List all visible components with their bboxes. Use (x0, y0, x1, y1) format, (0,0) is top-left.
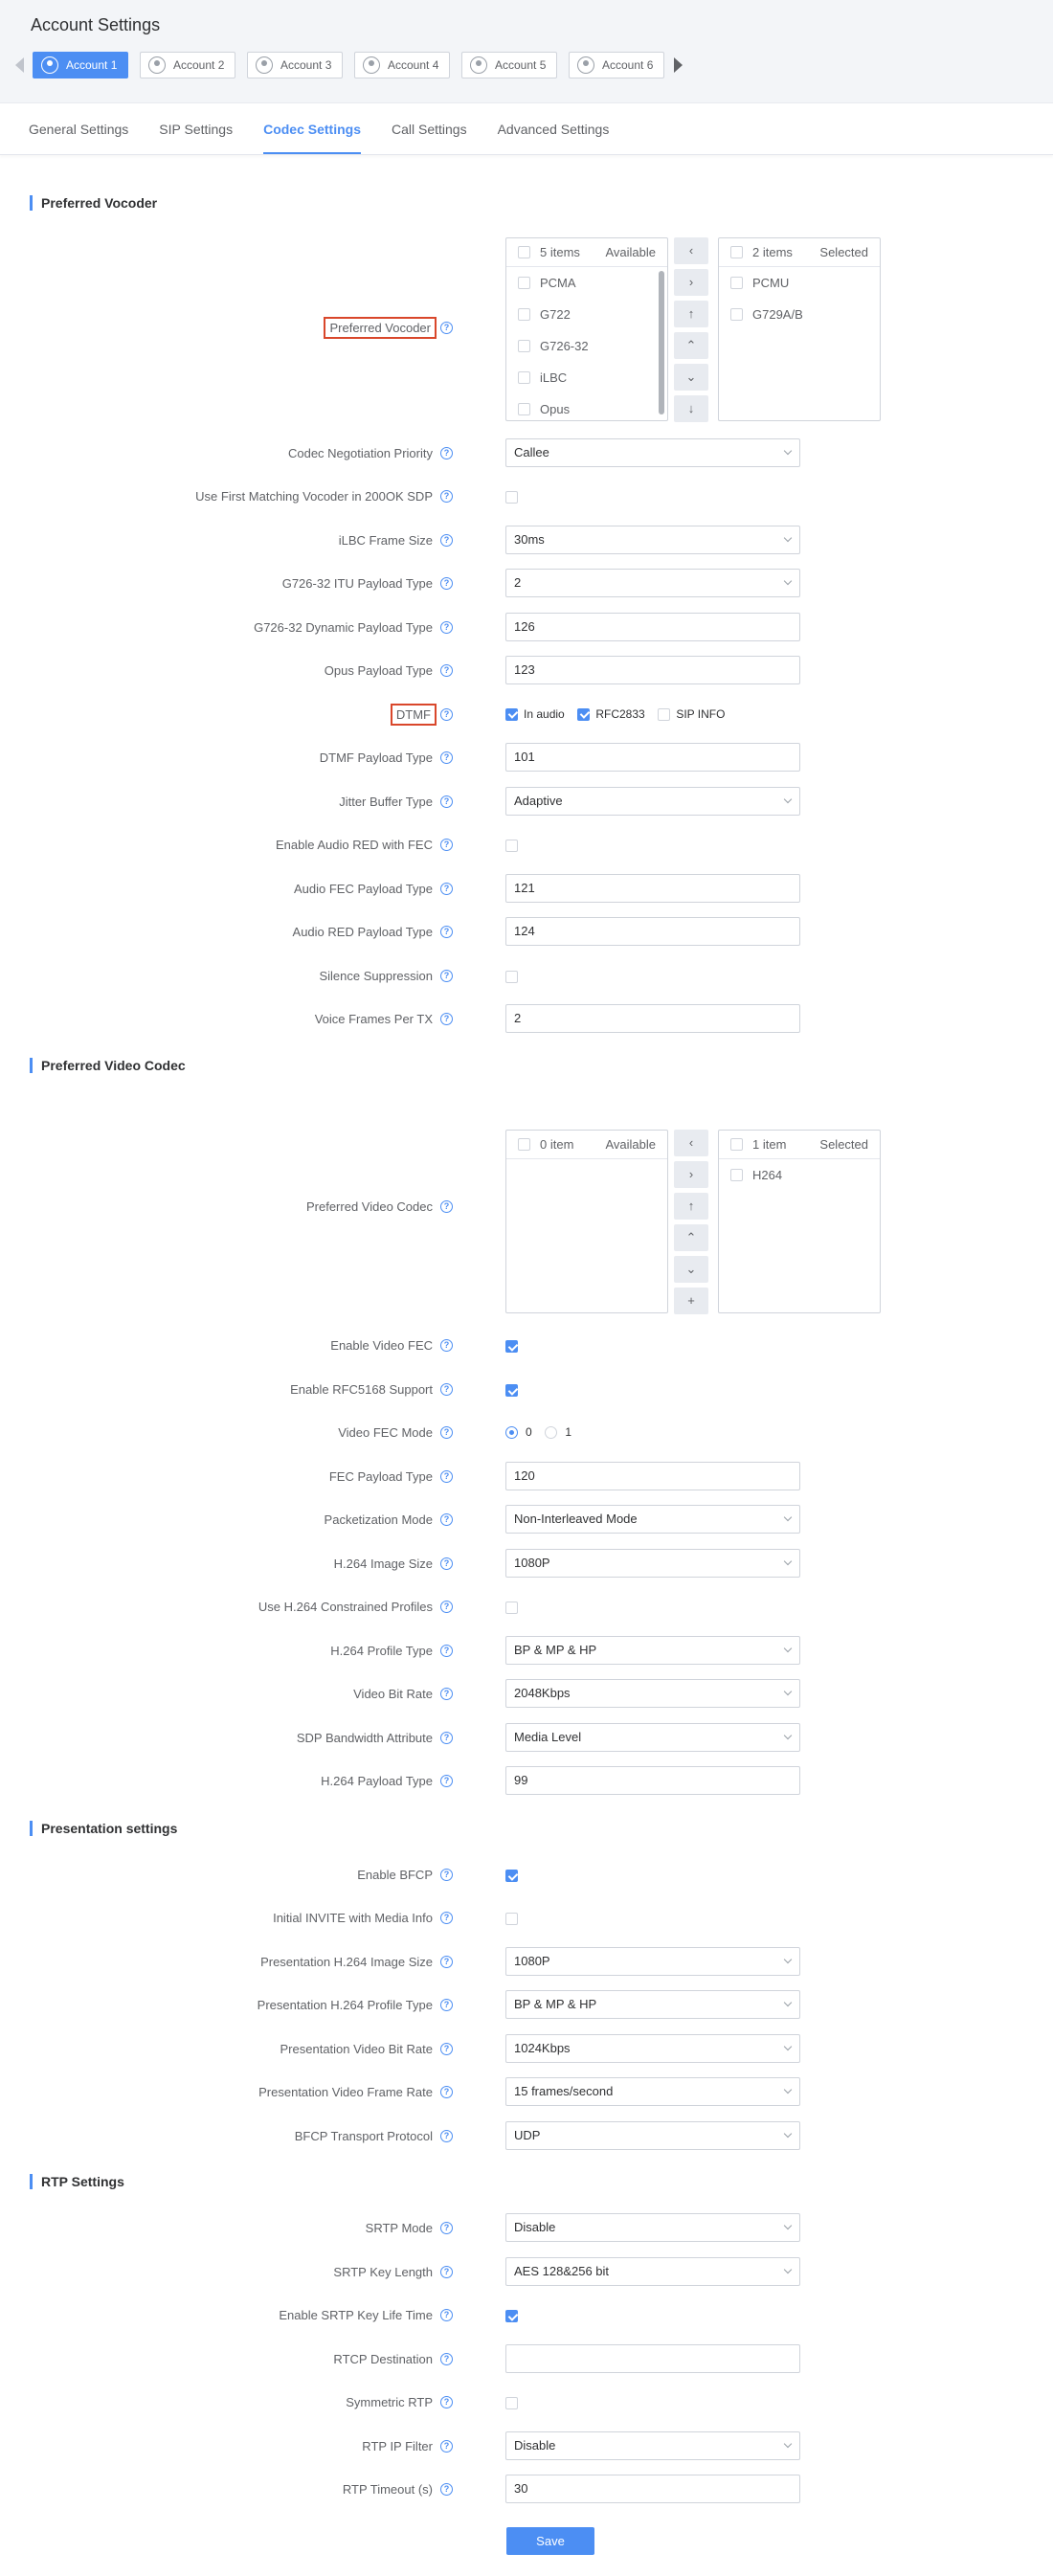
help-icon[interactable]: ? (440, 839, 453, 851)
help-icon[interactable]: ? (440, 1869, 453, 1881)
field-label: Audio RED Payload Type (292, 925, 433, 939)
codec-negotiation-select[interactable]: Callee (505, 438, 800, 467)
field-label: RTCP Destination (333, 2352, 433, 2366)
account-icon (148, 56, 166, 74)
list-item[interactable]: PCMA (506, 267, 667, 299)
list-item[interactable]: G726-32 (506, 330, 667, 362)
account-icon (577, 56, 594, 74)
help-icon[interactable]: ? (440, 1732, 453, 1744)
help-icon[interactable]: ? (440, 970, 453, 982)
section-title-presentation: Presentation settings (30, 1821, 177, 1836)
field-label: Silence Suppression (319, 969, 433, 983)
item-checkbox[interactable] (518, 277, 530, 289)
account-tab-6[interactable]: Account 6 (569, 52, 664, 78)
srtp-key-row (0, 2257, 1053, 2288)
h264-payload-input[interactable]: 99 (505, 1766, 800, 1795)
item-checkbox[interactable] (730, 1169, 743, 1181)
h264-constrained-row (0, 1592, 1053, 1623)
field-label: FEC Payload Type (328, 1469, 433, 1484)
help-icon[interactable]: ? (440, 577, 453, 590)
item-checkbox[interactable] (730, 308, 743, 321)
help-icon[interactable]: ? (440, 795, 453, 808)
field-label: Presentation Video Bit Rate (280, 2042, 433, 2056)
pres-bitrate-select[interactable]: 1024Kbps (505, 2034, 800, 2063)
dtmf-sip-info-option[interactable]: SIP INFO (658, 707, 725, 721)
help-icon[interactable]: ? (440, 1470, 453, 1483)
bfcp-transport-select[interactable]: UDP (505, 2121, 800, 2150)
rtp-ip-filter-select[interactable]: Disable (505, 2431, 800, 2460)
help-icon[interactable]: ? (440, 926, 453, 938)
help-icon[interactable]: ? (440, 1383, 453, 1396)
help-icon[interactable]: ? (440, 1200, 453, 1213)
h264-size-select[interactable]: 1080P (505, 1549, 800, 1578)
field-label: SRTP Mode (365, 2221, 433, 2235)
voice-frames-input[interactable]: 2 (505, 1004, 800, 1033)
h264-size-row (0, 1549, 1053, 1579)
field-label: Audio FEC Payload Type (293, 882, 433, 896)
dtmf-in-audio-option[interactable]: In audio (505, 707, 565, 721)
rfc5168-row (0, 1375, 1053, 1405)
pres-h264-size-row (0, 1947, 1053, 1978)
fec-mode-0-option[interactable]: 0 (505, 1425, 532, 1439)
help-icon[interactable]: ? (440, 490, 453, 503)
sdp-bandwidth-select[interactable]: Media Level (505, 1723, 800, 1752)
section-title-rtp: RTP Settings (30, 2174, 124, 2189)
dtmf-sip-info-checkbox[interactable] (658, 708, 670, 721)
h264-profile-select[interactable]: BP & MP & HP (505, 1636, 800, 1665)
field-label: Video FEC Mode (338, 1425, 433, 1440)
g726-dynamic-row (0, 613, 1053, 643)
rtcp-dest-row (0, 2344, 1053, 2375)
help-icon[interactable]: ? (440, 664, 453, 677)
list-item[interactable]: G722 (506, 299, 667, 330)
pres-h264-profile-row (0, 1990, 1053, 2021)
srtp-mode-row (0, 2213, 1053, 2244)
h264-constrained-checkbox[interactable] (505, 1602, 518, 1614)
audio-fec-payload-row (0, 874, 1053, 905)
tab-advanced-settings[interactable]: Advanced Settings (497, 122, 610, 137)
srtp-key-select[interactable]: AES 128&256 bit (505, 2257, 800, 2286)
prev-account-arrow-icon[interactable] (11, 54, 27, 77)
move-top-button[interactable]: ↑ (674, 1193, 708, 1220)
item-checkbox[interactable] (518, 403, 530, 415)
account-switcher (11, 51, 1022, 79)
field-label: Presentation H.264 Profile Type (257, 1998, 433, 2012)
field-label: RTP IP Filter (362, 2439, 433, 2453)
field-label (394, 700, 433, 730)
account-icon (470, 56, 487, 74)
move-right-button[interactable]: › (674, 1161, 708, 1188)
field-label: iLBC Frame Size (338, 533, 433, 548)
item-checkbox[interactable] (518, 340, 530, 352)
dtmf-row (0, 700, 1053, 730)
video-transfer-buttons (674, 1130, 708, 1319)
h264-payload-row (0, 1766, 1053, 1797)
symmetric-rtp-checkbox[interactable] (505, 2397, 518, 2409)
voice-frames-row (0, 1004, 1053, 1035)
page-title: Account Settings (31, 15, 161, 34)
packetization-row (0, 1505, 1053, 1535)
video-available-list (505, 1130, 668, 1313)
field-label: Enable RFC5168 Support (290, 1382, 433, 1397)
account-tab-1[interactable]: Account 1 (33, 52, 128, 78)
srtp-lifetime-checkbox[interactable] (505, 2310, 518, 2322)
select-all-checkbox[interactable] (518, 1138, 530, 1151)
fec-payload-row (0, 1462, 1053, 1492)
field-label: Opus Payload Type (324, 663, 433, 678)
dtmf-payload-input[interactable]: 101 (505, 743, 800, 772)
rtp-ip-filter-row (0, 2431, 1053, 2462)
account-tab-3[interactable]: Account 3 (247, 52, 343, 78)
help-icon[interactable]: ? (440, 1956, 453, 1968)
sdp-bandwidth-row (0, 1723, 1053, 1754)
field-label: H.264 Image Size (333, 1557, 433, 1571)
field-label: Voice Frames Per TX (314, 1012, 433, 1026)
initial-invite-checkbox[interactable] (505, 1913, 518, 1925)
help-icon[interactable]: ? (440, 883, 453, 895)
help-icon[interactable]: ? (440, 2086, 453, 2098)
bfcp-row (0, 1860, 1053, 1891)
tab-sip-settings[interactable]: SIP Settings (159, 122, 234, 137)
help-icon[interactable]: ? (440, 2266, 453, 2278)
packetization-select[interactable]: Non-Interleaved Mode (505, 1505, 800, 1534)
section-title-vocoder: Preferred Vocoder (30, 195, 157, 211)
help-icon[interactable]: ? (440, 2309, 453, 2321)
fec-mode-0-radio[interactable] (505, 1426, 518, 1439)
account-icon (256, 56, 273, 74)
field-label: G726-32 Dynamic Payload Type (254, 620, 433, 635)
fec-mode-1-radio[interactable] (545, 1426, 557, 1439)
help-icon[interactable]: ? (440, 1601, 453, 1613)
help-icon[interactable]: ? (440, 1339, 453, 1352)
audio-red-payload-row (0, 917, 1053, 948)
list-header: 0 item Available (506, 1131, 667, 1159)
audio-red-fec-row (0, 830, 1053, 861)
help-icon[interactable]: ? (440, 534, 453, 547)
help-icon[interactable]: ? (440, 2130, 453, 2142)
move-left-button[interactable]: ‹ (674, 1130, 708, 1156)
fec-payload-input[interactable]: 120 (505, 1462, 800, 1490)
ilbc-frame-select[interactable]: 30ms (505, 526, 800, 554)
move-up-button[interactable]: ⌃ (674, 332, 708, 359)
help-icon[interactable]: ? (440, 2353, 453, 2365)
rtcp-dest-input[interactable] (505, 2344, 800, 2373)
silence-row (0, 961, 1053, 992)
help-icon[interactable]: ? (440, 708, 453, 721)
field-label: Presentation Video Frame Rate (258, 2085, 433, 2099)
video-selected-list (718, 1130, 881, 1313)
list-header: 5 items Available (506, 238, 667, 267)
move-left-button[interactable]: ‹ (674, 237, 708, 264)
silence-checkbox[interactable] (505, 971, 518, 983)
field-label: Enable BFCP (357, 1868, 433, 1882)
field-label: G726-32 ITU Payload Type (281, 576, 433, 591)
field-label: BFCP Transport Protocol (294, 2129, 433, 2143)
video-fec-row (0, 1331, 1053, 1361)
help-icon[interactable]: ? (440, 2483, 453, 2496)
account-tab-2[interactable]: Account 2 (140, 52, 235, 78)
help-icon[interactable]: ? (440, 2440, 453, 2453)
help-icon[interactable]: ? (440, 1557, 453, 1570)
audio-fec-payload-input[interactable]: 121 (505, 874, 800, 903)
video-fec-mode-row (0, 1418, 1053, 1448)
g726-itu-select[interactable]: 2 (505, 569, 800, 597)
fec-mode-1-option[interactable]: 1 (545, 1425, 571, 1439)
field-label: Use H.264 Constrained Profiles (258, 1600, 433, 1614)
pres-framerate-row (0, 2077, 1053, 2108)
first-matching-row (0, 482, 1053, 512)
help-icon[interactable]: ? (440, 1645, 453, 1657)
srtp-lifetime-row (0, 2300, 1053, 2331)
dtmf-highlight-box: DTMF (395, 707, 431, 722)
next-account-arrow-icon[interactable] (670, 54, 685, 77)
add-button[interactable]: + (674, 1288, 708, 1314)
field-label: Use First Matching Vocoder in 200OK SDP (195, 489, 433, 504)
dtmf-in-audio-checkbox[interactable] (505, 708, 518, 721)
field-label (327, 313, 433, 344)
jitter-select[interactable]: Adaptive (505, 787, 800, 816)
help-icon[interactable]: ? (440, 447, 453, 459)
initial-invite-row (0, 1903, 1053, 1934)
help-icon[interactable]: ? (440, 621, 453, 634)
video-fec-checkbox[interactable] (505, 1340, 518, 1353)
list-item[interactable]: PCMU (719, 267, 880, 299)
opus-payload-input[interactable]: 123 (505, 656, 800, 684)
list-header: 2 items Selected (719, 238, 880, 267)
select-all-checkbox[interactable] (518, 246, 530, 258)
rtp-timeout-input[interactable]: 30 (505, 2475, 800, 2503)
vocoder-selected-list (718, 237, 881, 421)
field-label: Codec Negotiation Priority (287, 446, 433, 460)
field-label: Symmetric RTP (346, 2395, 433, 2409)
item-checkbox[interactable] (730, 277, 743, 289)
field-label: DTMF Payload Type (319, 750, 433, 765)
video-bitrate-select[interactable]: 2048Kbps (505, 1679, 800, 1708)
ilbc-frame-row (0, 526, 1053, 556)
field-label: SRTP Key Length (333, 2265, 433, 2279)
pres-h264-profile-select[interactable]: BP & MP & HP (505, 1990, 800, 2019)
field-label: Presentation H.264 Image Size (260, 1955, 433, 1969)
move-top-button[interactable]: ↑ (674, 301, 708, 327)
settings-tabs (0, 103, 1053, 155)
list-item[interactable]: iLBC (506, 362, 667, 393)
rtp-timeout-row (0, 2475, 1053, 2505)
field-label: RTP Timeout (s) (342, 2482, 433, 2497)
section-title-video: Preferred Video Codec (30, 1058, 186, 1073)
account-tab-5[interactable]: Account 5 (461, 52, 557, 78)
help-icon[interactable]: ? (440, 2396, 453, 2408)
pres-bitrate-row (0, 2034, 1053, 2065)
help-icon[interactable]: ? (440, 1426, 453, 1439)
move-down-button[interactable]: ⌄ (674, 364, 708, 391)
help-icon[interactable]: ? (440, 1013, 453, 1025)
pres-framerate-select[interactable]: 15 frames/second (505, 2077, 800, 2106)
help-icon[interactable]: ? (440, 322, 453, 334)
list-item[interactable]: H264 (719, 1159, 880, 1191)
move-right-button[interactable]: › (674, 269, 708, 296)
select-all-checkbox[interactable] (730, 1138, 743, 1151)
codec-negotiation-row (0, 438, 1053, 469)
list-item[interactable]: Opus (506, 393, 667, 425)
field-label: H.264 Payload Type (321, 1774, 433, 1788)
bfcp-checkbox[interactable] (505, 1870, 518, 1882)
help-icon[interactable]: ? (440, 2043, 453, 2055)
opus-payload-row (0, 656, 1053, 686)
list-scrollbar[interactable] (659, 271, 664, 414)
field-label: Packetization Mode (324, 1512, 433, 1527)
h264-profile-row (0, 1636, 1053, 1667)
vocoder-available-list (505, 237, 668, 421)
bfcp-transport-row (0, 2121, 1053, 2152)
field-label: Video Bit Rate (353, 1687, 433, 1701)
move-bottom-button[interactable]: ↓ (674, 395, 708, 422)
video-bitrate-row (0, 1679, 1053, 1710)
account-icon (363, 56, 380, 74)
dtmf-payload-row (0, 743, 1053, 773)
field-label: Enable Audio RED with FEC (275, 838, 433, 852)
select-all-checkbox[interactable] (730, 246, 743, 258)
list-header: 1 item Selected (719, 1131, 880, 1159)
first-matching-checkbox[interactable] (505, 491, 518, 504)
tab-codec-settings[interactable]: Codec Settings (263, 103, 361, 154)
save-button[interactable]: Save (506, 2527, 594, 2555)
header (0, 0, 1053, 103)
help-icon[interactable]: ? (440, 1688, 453, 1700)
dtmf-rfc2833-option[interactable]: RFC2833 (577, 707, 644, 721)
help-icon[interactable]: ? (440, 1513, 453, 1526)
field-label: Enable SRTP Key Life Time (279, 2308, 433, 2322)
help-icon[interactable]: ? (440, 2222, 453, 2234)
g726-dynamic-input[interactable]: 126 (505, 613, 800, 641)
tab-general-settings[interactable]: General Settings (29, 122, 129, 137)
vocoder-transfer-buttons (674, 237, 708, 427)
vocoder-highlight-box: Preferred Vocoder (329, 321, 431, 335)
account-icon (41, 56, 58, 74)
audio-red-payload-input[interactable]: 124 (505, 917, 800, 946)
srtp-mode-select[interactable]: Disable (505, 2213, 800, 2242)
item-checkbox[interactable] (518, 308, 530, 321)
rfc5168-checkbox[interactable] (505, 1384, 518, 1397)
help-icon[interactable]: ? (440, 1912, 453, 1924)
field-label: H.264 Profile Type (330, 1644, 433, 1658)
help-icon[interactable]: ? (440, 1775, 453, 1787)
field-label: Initial INVITE with Media Info (273, 1911, 433, 1925)
field-label: Enable Video FEC (330, 1338, 433, 1353)
move-down-button[interactable]: ⌄ (674, 1256, 708, 1283)
symmetric-rtp-row (0, 2387, 1053, 2418)
field-label: Preferred Video Codec (305, 1199, 433, 1214)
field-label: SDP Bandwidth Attribute (296, 1731, 433, 1745)
help-icon[interactable]: ? (440, 1999, 453, 2011)
move-up-button[interactable]: ⌃ (674, 1224, 708, 1251)
dtmf-rfc2833-checkbox[interactable] (577, 708, 590, 721)
g726-itu-row (0, 569, 1053, 599)
tab-call-settings[interactable]: Call Settings (392, 122, 467, 137)
item-checkbox[interactable] (518, 371, 530, 384)
account-tab-4[interactable]: Account 4 (354, 52, 450, 78)
pres-h264-size-select[interactable]: 1080P (505, 1947, 800, 1976)
field-label: Jitter Buffer Type (339, 795, 433, 809)
jitter-row (0, 787, 1053, 818)
audio-red-fec-checkbox[interactable] (505, 840, 518, 852)
help-icon[interactable]: ? (440, 751, 453, 764)
list-item[interactable]: G729A/B (719, 299, 880, 330)
